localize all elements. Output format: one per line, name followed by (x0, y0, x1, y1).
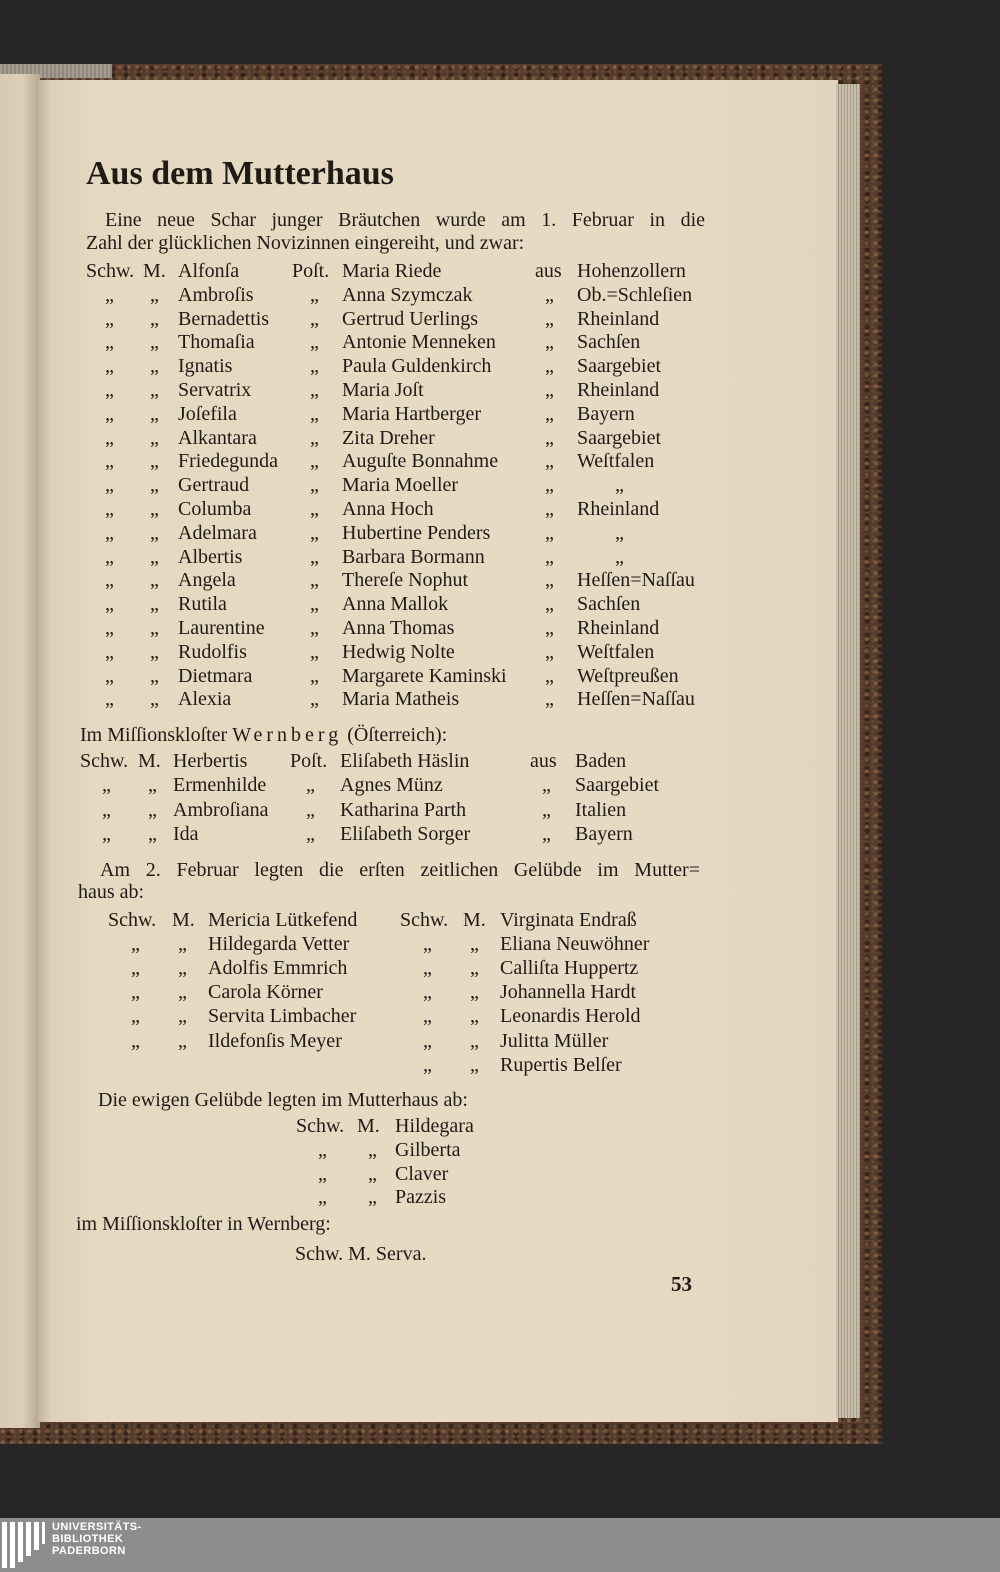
library-logo-line-2: BIBLIOTHEK (52, 1533, 124, 1545)
sister-name: Alkantara (178, 426, 257, 449)
ditto-mark: „ (131, 957, 140, 980)
ditto-mark: „ (615, 521, 624, 544)
sister-name: Dietmara (178, 664, 253, 687)
postulant-abbrev: Poſt. (290, 750, 328, 772)
title-abbrev: M. (357, 1115, 380, 1137)
ditto-mark: „ (178, 981, 187, 1004)
origin-region: Heſſen=Naſſau (577, 688, 695, 711)
ditto-mark: „ (423, 981, 432, 1004)
civil-name: Anna Mallok (342, 593, 449, 616)
ditto-mark: „ (105, 331, 114, 354)
sister-name: Laurentine (178, 617, 265, 639)
origin-prefix: aus (535, 260, 562, 282)
temporary-vows-row (0, 908, 1000, 932)
wernberg-novice-row (0, 822, 1000, 846)
civil-name: Auguſte Bonnahme (342, 450, 499, 473)
novice-row (0, 497, 1000, 521)
origin-region: Rheinland (577, 379, 660, 401)
civil-name: Maria Moeller (342, 474, 459, 497)
title-abbrev: Schw. (296, 1115, 345, 1137)
sister-name: Hildegarda Vetter (208, 933, 350, 956)
ditto-mark: „ (150, 331, 159, 354)
ditto-mark: „ (150, 521, 159, 544)
civil-name: Zita Dreher (342, 426, 435, 449)
ditto-mark: „ (105, 593, 114, 616)
ditto-mark: „ (306, 798, 315, 821)
perpetual-vows-row (0, 1138, 1000, 1162)
logo-stripe (18, 1522, 23, 1562)
ditto-mark: „ (105, 379, 114, 401)
title-abbrev: Schw. (80, 750, 129, 772)
sister-name: Johannella Hardt (500, 981, 637, 1004)
novice-row (0, 568, 1000, 592)
ditto-mark: „ (423, 1029, 432, 1052)
ditto-mark: „ (423, 1053, 432, 1076)
ditto-mark: „ (545, 593, 554, 616)
sister-name: Rupertis Belſer (500, 1053, 622, 1076)
civil-name: Maria Matheis (342, 688, 460, 711)
ditto-mark: „ (150, 688, 159, 711)
title-abbrev: M. (143, 260, 166, 282)
ditto-mark: „ (150, 569, 159, 592)
ditto-mark: „ (310, 664, 319, 687)
ditto-mark: „ (150, 402, 159, 425)
ditto-mark: „ (470, 933, 479, 956)
sister-name: Thomaſia (178, 331, 255, 354)
ditto-mark: „ (150, 498, 159, 520)
ditto-mark: „ (150, 450, 159, 473)
ditto-mark: „ (105, 569, 114, 592)
sister-name: Adolfis Emmrich (208, 957, 348, 980)
ditto-mark: „ (545, 307, 554, 330)
civil-name: Anna Thomas (342, 617, 455, 639)
ditto-mark: „ (310, 569, 319, 592)
ditto-mark: „ (150, 545, 159, 568)
origin-region: Rheinland (577, 307, 660, 330)
ditto-mark: „ (150, 307, 159, 330)
ditto-mark: „ (423, 933, 432, 956)
ditto-mark: „ (148, 774, 157, 797)
origin-region: Saargebiet (575, 774, 660, 797)
ditto-mark: „ (150, 640, 159, 663)
novice-row (0, 283, 1000, 307)
sister-name: Rutila (178, 593, 227, 616)
ditto-mark: „ (105, 688, 114, 711)
ditto-mark: „ (310, 688, 319, 711)
ditto-mark: „ (150, 664, 159, 687)
title-abbrev: Schw. (108, 909, 157, 931)
civil-name: Margarete Kaminski (342, 664, 507, 687)
origin-region: Weſtfalen (577, 450, 655, 473)
civil-name: Anna Szymczak (342, 283, 473, 306)
logo-stripe (10, 1522, 15, 1568)
ditto-mark: „ (545, 379, 554, 401)
sister-name: Albertis (178, 545, 243, 568)
ditto-mark: „ (150, 617, 159, 639)
temporary-vows-intro-line-1: Am 2. Februar legten die erſten zeitlichen Gelübde im Mutter= (100, 859, 700, 881)
sister-name: Gilberta (395, 1138, 461, 1161)
civil-name: Paula Guldenkirch (342, 355, 492, 378)
ditto-mark: „ (368, 1138, 377, 1161)
intro-line-1: Eine neue Schar junger Bräutchen wurde am 1. Februar in die (105, 209, 705, 231)
origin-region: Baden (575, 750, 627, 772)
ditto-mark: „ (105, 283, 114, 306)
civil-name: Gertrud Uerlings (342, 307, 479, 330)
ditto-mark: „ (545, 640, 554, 663)
ditto-mark: „ (150, 379, 159, 401)
sister-name: Leonardis Herold (500, 1005, 641, 1028)
wernberg-novice-row (0, 773, 1000, 797)
ditto-mark: „ (542, 798, 551, 821)
ditto-mark: „ (545, 426, 554, 449)
ditto-mark: „ (105, 640, 114, 663)
temporary-vows-row (0, 932, 1000, 956)
wernberg-heading-suffix: (Öſterreich): (342, 724, 448, 746)
novice-row (0, 521, 1000, 545)
sister-name: Ambroſiana (173, 798, 269, 821)
origin-region: Bayern (575, 822, 633, 845)
ditto-mark: „ (178, 1029, 187, 1052)
origin-region: Sachſen (577, 331, 641, 354)
ditto-mark: „ (105, 545, 114, 568)
title-abbrev: M. (463, 909, 486, 931)
novice-row (0, 378, 1000, 402)
perpetual-vows-wernberg-entry: Schw. M. Serva. (295, 1243, 427, 1265)
ditto-mark: „ (423, 1005, 432, 1028)
civil-name: Hedwig Nolte (342, 640, 455, 663)
sister-name: Rudolfis (178, 640, 247, 663)
wernberg-heading (80, 723, 447, 747)
ditto-mark: „ (131, 981, 140, 1004)
ditto-mark: „ (542, 822, 551, 845)
sister-name: Herbertis (173, 750, 248, 772)
ditto-mark: „ (318, 1186, 327, 1209)
ditto-mark: „ (178, 957, 187, 980)
novice-row (0, 426, 1000, 450)
ditto-mark: „ (423, 957, 432, 980)
novice-row (0, 640, 1000, 664)
civil-name: Barbara Bormann (342, 545, 485, 568)
ditto-mark: „ (318, 1138, 327, 1161)
ditto-mark: „ (105, 617, 114, 639)
ditto-mark: „ (310, 593, 319, 616)
wernberg-novice-row (0, 749, 1000, 773)
novice-row (0, 307, 1000, 331)
ditto-mark: „ (615, 545, 624, 568)
sister-name: Columba (178, 498, 252, 520)
ditto-mark: „ (615, 474, 624, 497)
ditto-mark: „ (310, 498, 319, 520)
title-abbrev: M. (172, 909, 195, 931)
ditto-mark: „ (545, 688, 554, 711)
novice-row (0, 449, 1000, 473)
temporary-vows-row (0, 1053, 1000, 1077)
novice-row (0, 616, 1000, 640)
novice-row (0, 664, 1000, 688)
temporary-vows-row (0, 1029, 1000, 1053)
ditto-mark: „ (131, 1029, 140, 1052)
title-abbrev: Schw. (86, 260, 135, 282)
ditto-mark: „ (150, 426, 159, 449)
ditto-mark: „ (148, 798, 157, 821)
civil-name: Anna Hoch (342, 498, 434, 520)
sister-name: Eliana Neuwöhner (500, 933, 650, 956)
ditto-mark: „ (105, 402, 114, 425)
sister-name: Ida (173, 822, 199, 845)
ditto-mark: „ (105, 521, 114, 544)
ditto-mark: „ (105, 474, 114, 497)
novice-row (0, 687, 1000, 711)
origin-region: Ob.=Schleſien (577, 283, 693, 306)
page-title: Aus dem Mutterhaus (86, 155, 394, 192)
ditto-mark: „ (150, 355, 159, 378)
ditto-mark: „ (310, 331, 319, 354)
ditto-mark: „ (178, 1005, 187, 1028)
wernberg-heading-place: Wernberg (232, 724, 343, 746)
civil-name: Eliſabeth Sorger (340, 822, 471, 845)
title-abbrev: M. (138, 750, 161, 772)
wernberg-novice-row (0, 798, 1000, 822)
sister-name: Friedegunda (178, 450, 278, 473)
ditto-mark: „ (545, 545, 554, 568)
logo-stripe (34, 1522, 39, 1550)
ditto-mark: „ (470, 1053, 479, 1076)
origin-region: Weſtfalen (577, 640, 655, 663)
novice-row (0, 473, 1000, 497)
civil-name: Antonie Menneken (342, 331, 496, 354)
civil-name: Maria Joſt (342, 379, 424, 401)
ditto-mark: „ (368, 1186, 377, 1209)
ditto-mark: „ (102, 822, 111, 845)
sister-name: Alfonſa (178, 260, 240, 282)
perpetual-vows-row (0, 1185, 1000, 1209)
ditto-mark: „ (150, 283, 159, 306)
ditto-mark: „ (310, 355, 319, 378)
ditto-mark: „ (470, 1029, 479, 1052)
perpetual-vows-row (0, 1114, 1000, 1138)
civil-name: Katharina Parth (340, 798, 467, 821)
sister-name: Julitta Müller (500, 1029, 609, 1052)
ditto-mark: „ (470, 957, 479, 980)
ditto-mark: „ (545, 474, 554, 497)
logo-stripe (2, 1522, 7, 1568)
novice-row (0, 330, 1000, 354)
ditto-mark: „ (150, 593, 159, 616)
ditto-mark: „ (368, 1162, 377, 1185)
ditto-mark: „ (545, 331, 554, 354)
logo-stripe (42, 1522, 45, 1544)
origin-region: Heſſen=Naſſau (577, 569, 695, 592)
title-abbrev: Schw. (400, 909, 449, 931)
civil-name: Thereſe Nophut (342, 569, 469, 592)
ditto-mark: „ (545, 450, 554, 473)
novice-row (0, 592, 1000, 616)
ditto-mark: „ (545, 569, 554, 592)
ditto-mark: „ (306, 822, 315, 845)
ditto-mark: „ (105, 426, 114, 449)
origin-region: Saargebiet (577, 355, 662, 378)
sister-name: Ermenhilde (173, 774, 267, 797)
ditto-mark: „ (542, 774, 551, 797)
ditto-mark: „ (310, 474, 319, 497)
sister-name: Gertraud (178, 474, 250, 497)
sister-name: Virginata Endraß (500, 909, 637, 931)
library-footer-bar (0, 1518, 1000, 1572)
origin-region: Sachſen (577, 593, 641, 616)
ditto-mark: „ (105, 450, 114, 473)
logo-stripe (26, 1522, 31, 1556)
ditto-mark: „ (318, 1162, 327, 1185)
ditto-mark: „ (470, 981, 479, 1004)
sister-name: Joſefila (178, 402, 237, 425)
intro-line-2: Zahl der glücklichen Novizinnen eingereiht, und zwar: (86, 232, 525, 254)
sister-name: Calliſta Huppertz (500, 957, 639, 980)
ditto-mark: „ (105, 664, 114, 687)
novice-row (0, 545, 1000, 569)
origin-region: Hohenzollern (577, 260, 686, 282)
ditto-mark: „ (310, 617, 319, 639)
ditto-mark: „ (310, 402, 319, 425)
ditto-mark: „ (545, 498, 554, 520)
ditto-mark: „ (310, 545, 319, 568)
ditto-mark: „ (310, 379, 319, 401)
ditto-mark: „ (310, 640, 319, 663)
ditto-mark: „ (545, 402, 554, 425)
ditto-mark: „ (545, 283, 554, 306)
temporary-vows-row (0, 1004, 1000, 1028)
origin-region: Weſtpreußen (577, 664, 679, 687)
temporary-vows-row (0, 956, 1000, 980)
ditto-mark: „ (131, 1005, 140, 1028)
civil-name: Maria Riede (342, 260, 442, 282)
ditto-mark: „ (545, 617, 554, 639)
sister-name: Ambroſis (178, 283, 254, 306)
ditto-mark: „ (470, 1005, 479, 1028)
sister-name: Mericia Lütkefend (208, 909, 358, 931)
library-logo-line-3: PADERBORN (52, 1545, 126, 1557)
ditto-mark: „ (545, 664, 554, 687)
civil-name: Maria Hartberger (342, 402, 482, 425)
civil-name: Hubertine Penders (342, 521, 491, 544)
novice-row (0, 354, 1000, 378)
temporary-vows-intro-line-2: haus ab: (78, 881, 145, 903)
wernberg-heading-prefix: Im Miſſionskloſter (80, 724, 233, 746)
sister-name: Servita Limbacher (208, 1005, 357, 1028)
page-number: 53 (671, 1272, 692, 1296)
ditto-mark: „ (150, 474, 159, 497)
sister-name: Adelmara (178, 521, 257, 544)
ditto-mark: „ (310, 307, 319, 330)
sister-name: Angela (178, 569, 236, 592)
perpetual-vows-intro: Die ewigen Gelübde legten im Mutterhaus ab: (98, 1089, 468, 1111)
origin-region: Italien (575, 798, 627, 821)
ditto-mark: „ (310, 283, 319, 306)
ditto-mark: „ (148, 822, 157, 845)
novice-row (0, 402, 1000, 426)
ditto-mark: „ (178, 933, 187, 956)
ditto-mark: „ (105, 498, 114, 520)
perpetual-vows-wernberg-intro: im Miſſionskloſter in Wernberg: (76, 1213, 331, 1235)
ditto-mark: „ (545, 355, 554, 378)
sister-name: Servatrix (178, 379, 252, 401)
ditto-mark: „ (102, 798, 111, 821)
civil-name: Agnes Münz (340, 774, 443, 797)
sister-name: Ildefonſis Meyer (208, 1029, 342, 1052)
perpetual-vows-row (0, 1162, 1000, 1186)
sister-name: Pazzis (395, 1186, 447, 1209)
sister-name: Bernadettis (178, 307, 270, 330)
postulant-abbrev: Poſt. (292, 260, 330, 282)
sister-name: Claver (395, 1162, 449, 1185)
ditto-mark: „ (105, 307, 114, 330)
origin-region: Rheinland (577, 617, 660, 639)
ditto-mark: „ (131, 933, 140, 956)
ditto-mark: „ (105, 355, 114, 378)
novice-row (0, 259, 1000, 283)
ditto-mark: „ (310, 426, 319, 449)
ditto-mark: „ (310, 450, 319, 473)
library-logo-line-1: UNIVERSITÄTS- (52, 1521, 142, 1533)
civil-name: Eliſabeth Häslin (340, 750, 470, 772)
origin-region: Bayern (577, 402, 635, 425)
ditto-mark: „ (306, 774, 315, 797)
origin-prefix: aus (530, 750, 557, 772)
ditto-mark: „ (310, 521, 319, 544)
origin-region: Saargebiet (577, 426, 662, 449)
temporary-vows-row (0, 980, 1000, 1004)
sister-name: Ignatis (178, 355, 233, 378)
sister-name: Alexia (178, 688, 232, 711)
origin-region: Rheinland (577, 498, 660, 520)
ditto-mark: „ (545, 521, 554, 544)
sister-name: Hildegara (395, 1115, 474, 1137)
sister-name: Carola Körner (208, 981, 323, 1004)
ditto-mark: „ (102, 774, 111, 797)
